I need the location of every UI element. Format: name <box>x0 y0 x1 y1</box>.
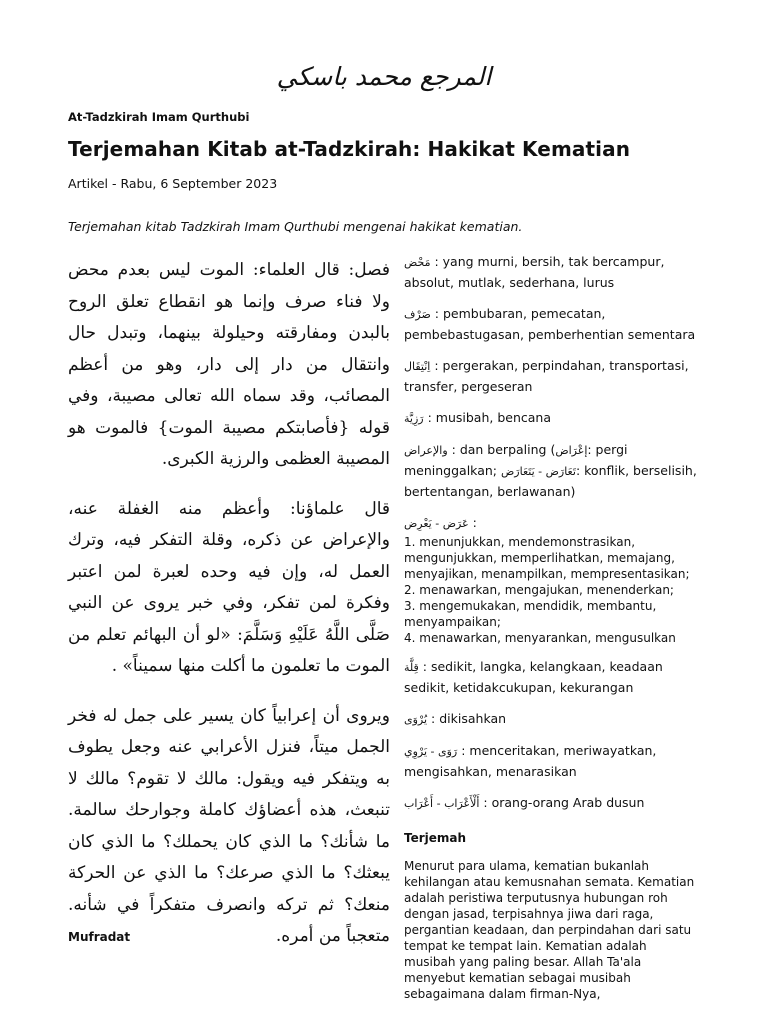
vocab-term: رَوَى - يَرْوِي <box>404 745 458 758</box>
article-intro: Terjemahan kitab Tadzkirah Imam Qurthubi mengenai hakikat kematian. <box>68 219 523 234</box>
vocab-meaning: musibah, bencana <box>435 410 551 425</box>
vocab-term: اِنْتِقَال <box>404 360 431 373</box>
vocab-term-inline: تَعَارَض - يَتَعَارَض <box>500 465 576 478</box>
vocab-meaning: menceritakan, meriwayatkan, mengisahkan, menarasikan <box>404 743 657 779</box>
vocab-meaning: dikisahkan <box>439 711 507 726</box>
terjemah-heading: Terjemah <box>404 831 467 845</box>
arabic-paragraph: ويروى أن إعرابياً كان يسير على جمل له فخر الجمل ميتاً، فنزل الأعرابي عنه وجعل يطوف به ويتفكر فيه ويقول: مالك لا تقوم؟ مالك لا تنبعث، هذه أعضاؤك كاملة وجوارحك سالمة. ما شأنك؟ ما الذي كان يحملك؟ ما الذي كان يبعثك؟ ما الذي صرعك؟ ما الذي عن الحركة منعك؟ ثم تركه وانصرف متفكراً في شأنه. متعجباً من أمره. <box>68 705 390 946</box>
site-logo[interactable]: المرجع محمد باسكي <box>276 62 492 91</box>
vocab-item: يُرْوَى : dikisahkan <box>404 711 507 726</box>
vocab-item: قِلَّة : sedikit, langka, kelangkaan, keadaan sedikit, ketidakcukupan, kekurangan <box>404 659 663 695</box>
list-item: 4. menawarkan, menyarankan, mengusulkan <box>404 631 676 645</box>
vocab-meaning: orang-orang Arab dusun <box>491 795 645 810</box>
vocab-term: يُرْوَى <box>404 713 428 726</box>
vocab-term-inline: إعْرَاض <box>555 444 588 457</box>
site-label: At-Tadzkirah Imam Qurthubi <box>68 110 250 124</box>
arabic-paragraph: فصل: قال العلماء: الموت ليس بعدم محض ولا فناء صرف وإنما هو انقطاع تعلق الروح بالبدن ومفارقته وحيلولة بينهما، وتبدل حال وانتقال من دار إلى دار، وهو من أعظم المصائب، وقد سماه الله تعالى مصيبة، وفي قوله {فأصابتكم مصيبة الموت} فالموت هو المصيبة العظمى والرزية الكبرى. <box>68 260 390 469</box>
vocab-term: رَزِيَّة <box>404 412 424 425</box>
vocabulary-column <box>404 252 700 1002</box>
vocab-item: والإعراض : dan berpaling (إعْرَاض: pergi meninggalkan; تَعَارَض - يَتَعَارَض: konflik, berselisih, bertentangan, berlawanan) <box>404 442 697 499</box>
vocab-meaning: pergerakan, perpindahan, transportasi, transfer, pergeseran <box>404 358 689 394</box>
list-item: 1. menunjukkan, mendemonstrasikan, mengunjukkan, memperlihatkan, memajang, menyajikan, menampilkan, mempresentasikan; <box>404 535 690 581</box>
vocab-item: مَحْض : yang murni, bersih, tak bercampur, absolut, mutlak, sederhana, lurus <box>404 254 665 290</box>
terjemah-text: Menurut para ulama, kematian bukanlah kehilangan atau kemusnahan semata. Kematian adalah peristiwa terputusnya hubungan roh dengan jasad, terpisahnya jiwa dari raga, pergantian keadaan, dan perpindahan dari satu tempat ke tempat lain. Kematian adalah musibah yang paling besar. Allah Ta'ala menyebut kematian sebagai musibah sebagaimana dalam firman-Nya, <box>404 859 695 1001</box>
vocab-meaning-part: : pergi meninggalkan; <box>404 442 628 478</box>
vocab-item: عَرَض - يَعْرِض : 1. menunjukkan, mendemonstrasikan, mengunjukkan, memperlihatkan, memajang, menyajikan, menampilkan, mempresentasikan; 2. menawarkan, mengajukan, menenderkan; 3. mengemukakan, mendidik, membantu, menyampaikan; 4. menawarkan, menyarankan, mengusulkan <box>404 513 700 646</box>
vocab-item: رَوَى - يَرْوِي : menceritakan, meriwayatkan, mengisahkan, menarasikan <box>404 743 657 779</box>
vocab-item: صَرْف : pembubaran, pemecatan, pembebastugasan, pemberhentian sementara <box>404 306 696 342</box>
arabic-text-column <box>68 255 390 971</box>
vocab-term: أَلْأَعْرَاب - أَعْرَاب <box>404 797 480 810</box>
vocab-meaning: sedikit, langka, kelangkaan, keadaan sedikit, ketidakcukupan, kekurangan <box>404 659 663 695</box>
vocab-term: صَرْف <box>404 308 431 321</box>
vocab-term: عَرَض - يَعْرِض <box>404 517 469 530</box>
mufradat-heading: Mufradat <box>68 930 131 944</box>
vocab-item: اِنْتِقَال : pergerakan, perpindahan, transportasi, transfer, pergeseran <box>404 358 689 394</box>
vocab-meaning: yang murni, bersih, tak bercampur, absolut, mutlak, sederhana, lurus <box>404 254 665 290</box>
list-item: 2. menawarkan, mengajukan, menenderkan; <box>404 583 674 597</box>
vocab-term: مَحْض <box>404 256 431 269</box>
vocab-meaning-part: : konflik, berselisih, bertentangan, berlawanan) <box>404 463 697 499</box>
vocab-term: والإعراض <box>404 444 448 457</box>
article-meta: Artikel - Rabu, 6 September 2023 <box>68 176 278 191</box>
arabic-paragraph: قال علماؤنا: وأعظم منه الغفلة عنه، والإعراض عن ذكره، وقلة التفكر فيه، وترك العمل له، وإن فيه وحده لعبرة لمن اعتبر وفكرة لمن تفكر، وفي خبر يروى عن النبي صَلَّى اللَّهُ عَلَيْهِ وَسَلَّمَ: «لو أن البهائم تعلم من الموت ما تعلمون ما أكلت منها سميناً» . <box>68 498 390 676</box>
vocab-term: قِلَّة <box>404 661 419 674</box>
vocab-meaning: pembubaran, pemecatan, pembebastugasan, pemberhentian sementara <box>404 306 696 342</box>
vocab-item: رَزِيَّة : musibah, bencana <box>404 410 551 425</box>
vocab-item: أَلْأَعْرَاب - أَعْرَاب : orang-orang Arab dusun <box>404 795 645 810</box>
vocab-meaning-part: dan berpaling ( <box>459 442 556 457</box>
article-title: Terjemahan Kitab at-Tadzkirah: Hakikat Kematian <box>68 137 631 161</box>
list-item: 3. mengemukakan, mendidik, membantu, menyampaikan; <box>404 599 657 629</box>
vocab-meaning-list <box>404 534 700 646</box>
